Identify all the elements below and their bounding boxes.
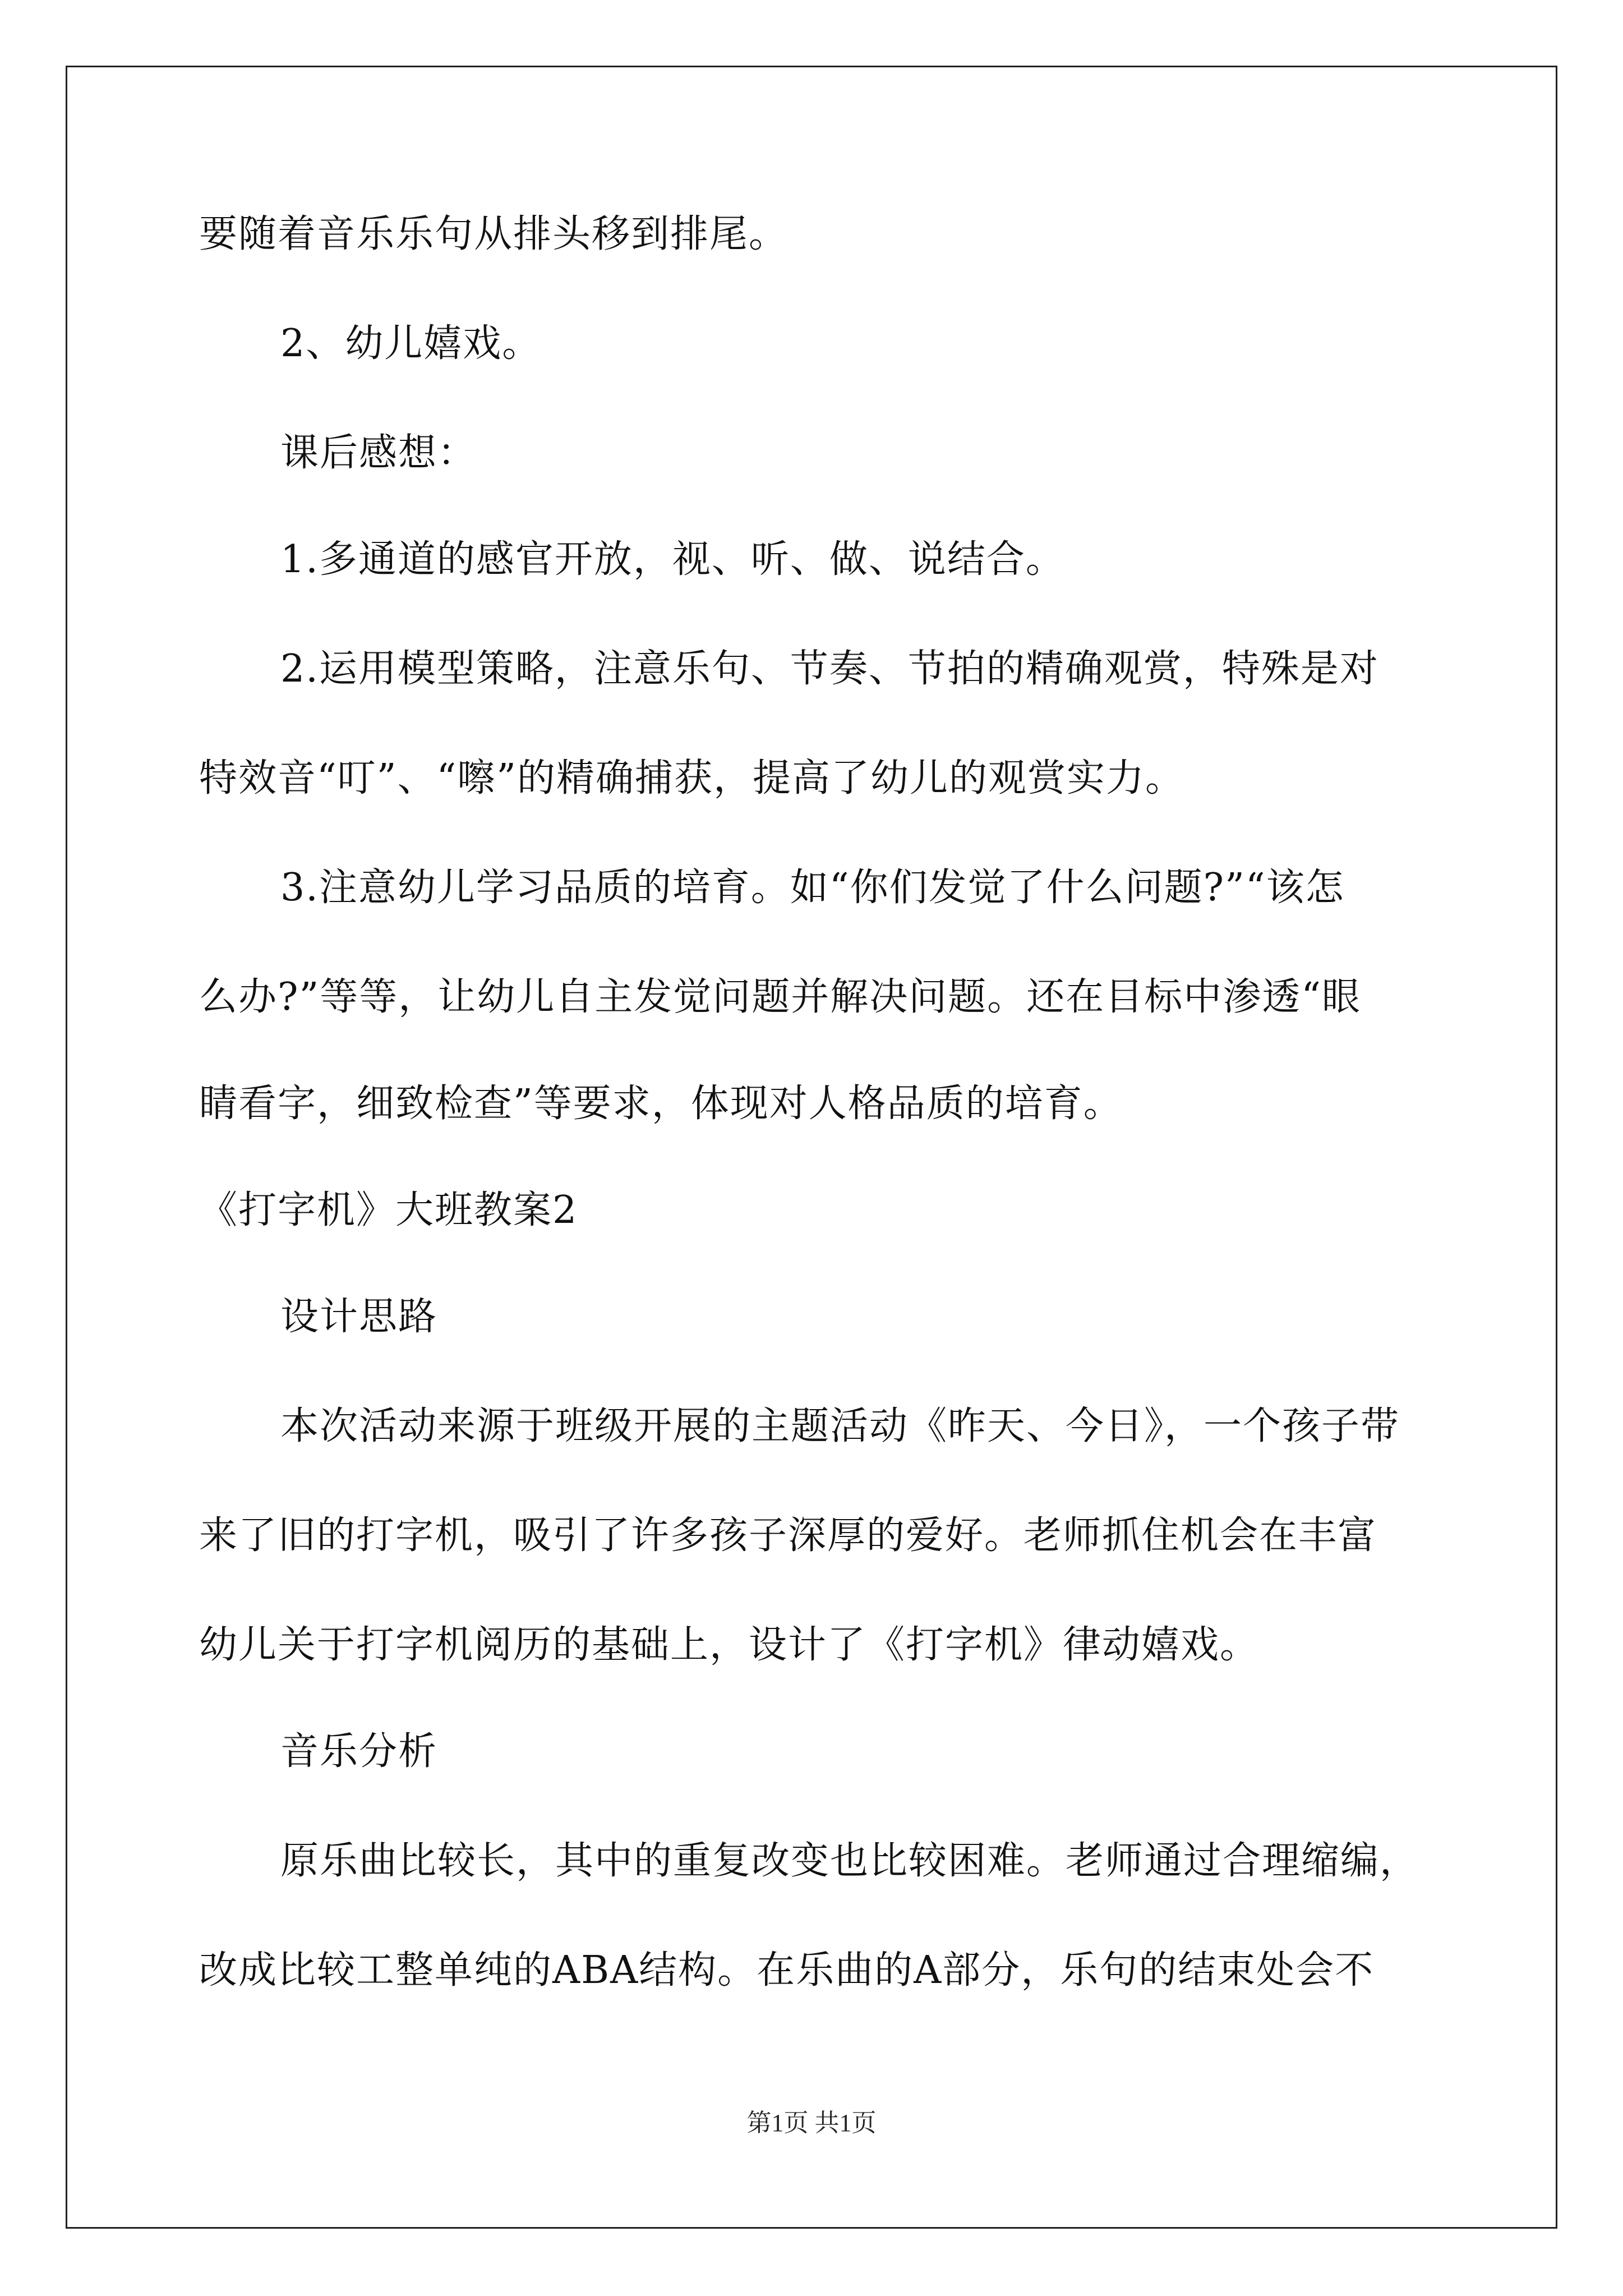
document-title: 《打字机》大班教案2 — [199, 1188, 578, 1232]
body-line: 2.运用模型策略，注意乐句、节奏、节拍的精确观赏，特殊是对 — [280, 647, 1379, 691]
section-heading: 音乐分析 — [280, 1729, 438, 1774]
body-line: 幼儿关于打字机阅历的基础上，设计了《打字机》律动嬉戏。 — [199, 1623, 1260, 1667]
body-line: 要随着音乐乐句从排头移到排尾。 — [199, 212, 789, 256]
body-line: 特效音“叮”、“嚓”的精确捕获，提高了幼儿的观赏实力。 — [199, 756, 1185, 800]
section-heading: 课后感想： — [280, 431, 477, 475]
page-border — [66, 66, 1557, 2229]
body-line: 本次活动来源于班级开展的主题活动《昨天、今日》，一个孩子带 — [280, 1404, 1400, 1448]
body-line: 么办?”等等，让幼儿自主发觉问题并解决问题。还在目标中渗透“眼 — [199, 975, 1361, 1019]
section-heading: 设计思路 — [280, 1295, 438, 1339]
body-line: 2、幼儿嬉戏。 — [280, 321, 542, 366]
body-line: 1.多通道的感官开放，视、听、做、说结合。 — [280, 537, 1065, 582]
body-line: 3.注意幼儿学习品质的培育。如“你们发觉了什么问题?”“该怎 — [280, 866, 1345, 910]
body-line: 改成比较工整单纯的ABA结构。在乐曲的A部分，乐句的结束处会不 — [199, 1948, 1375, 1993]
body-line: 原乐曲比较长，其中的重复改变也比较困难。老师通过合理缩编， — [280, 1839, 1419, 1883]
body-line: 睛看字，细致检查”等要求，体现对人格品质的培育。 — [199, 1082, 1123, 1126]
page-footer: 第1页 共1页 — [746, 2109, 877, 2137]
body-line: 来了旧的打字机，吸引了许多孩子深厚的爱好。老师抓住机会在丰富 — [199, 1513, 1377, 1558]
